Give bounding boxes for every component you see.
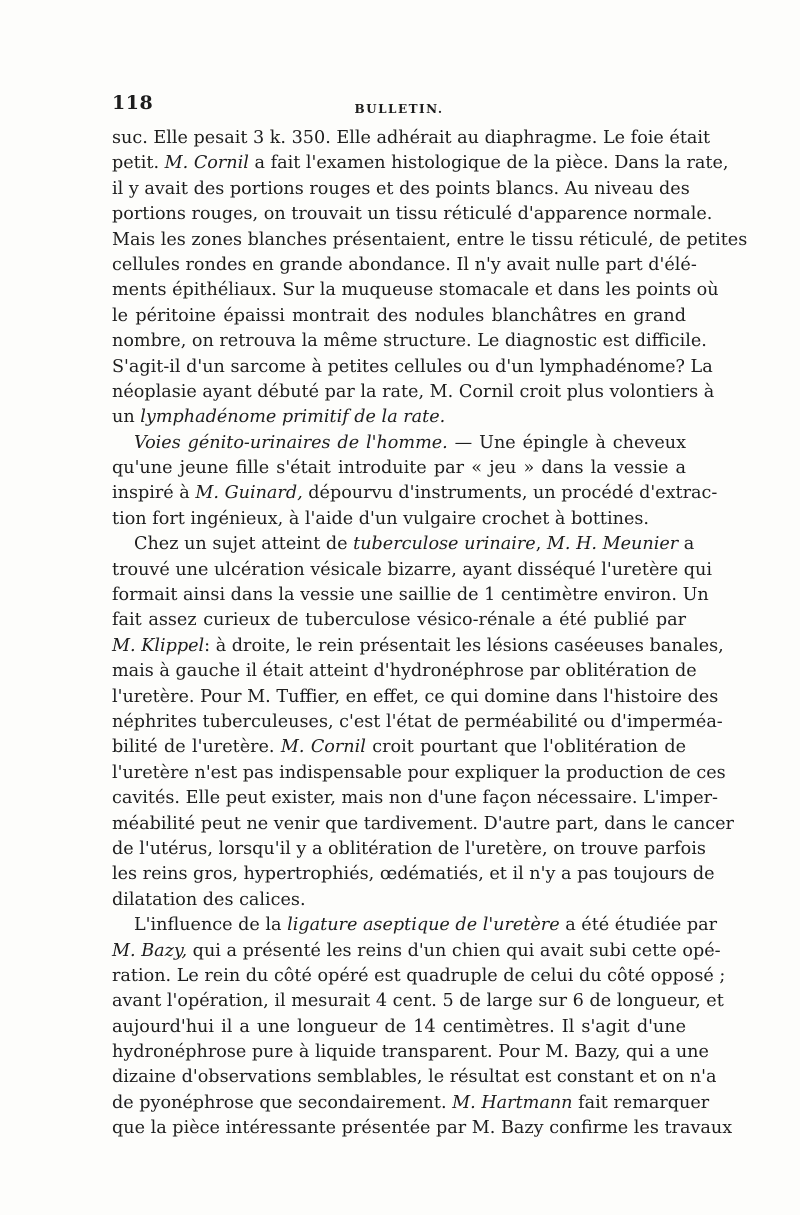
text-line (112, 431, 686, 456)
text-line (112, 735, 686, 760)
text-segment: méabilité peut ne venir que tardivement. D'autre part, dans le cancer (112, 813, 734, 834)
text-segment: qu'une jeune fille s'était introduite par « jeu » dans la vessie a (112, 458, 686, 479)
italic-text: M. Cornil (280, 737, 366, 758)
text-segment: bilité de l'uretère. (112, 737, 281, 758)
italic-text: M. Guinard, (195, 483, 303, 504)
text-line (112, 659, 697, 684)
text-line (112, 862, 715, 887)
text-segment: néoplasie ayant débuté par la rate, M. Cornil croit plus volontiers à (112, 381, 715, 402)
text-segment: qui a présenté les reins d'un chien qui avait subi cette opé- (187, 940, 721, 961)
text-line (112, 151, 729, 176)
text-segment: de l'utérus, lorsqu'il y a oblitération de l'uretère, on trouve parfois (112, 838, 706, 859)
running-head (112, 92, 686, 126)
text-segment: le péritoine épaissi montrait des nodules blanchâtres en grand (112, 305, 686, 326)
body-text (112, 126, 748, 1142)
text-segment: cavités. Elle peut exister, mais non d'une façon nécessaire. L'imper- (112, 788, 718, 809)
text-line (112, 355, 713, 380)
text-line (112, 456, 686, 481)
text-line (112, 812, 734, 837)
text-segment: fait remarquer (572, 1092, 710, 1113)
text-line (112, 380, 715, 405)
italic-text: M. Bazy, (112, 940, 188, 961)
text-line (112, 405, 686, 430)
text-segment: les reins gros, hypertrophiés, œdématiés, et il n'y a pas toujours de (112, 864, 715, 885)
text-line (112, 202, 713, 227)
text-line (112, 913, 718, 938)
italic-text: lymphadénome primitif de la rate. (140, 407, 446, 428)
text-line (112, 786, 718, 811)
text-line (112, 710, 723, 735)
text-segment: fait assez curieux de tuberculose vésico-rénale a été publié par (112, 610, 686, 631)
text-segment: aujourd'hui il a une longueur de 14 centimètres. Il s'agit d'une (112, 1016, 686, 1037)
text-line (112, 583, 709, 608)
text-line (112, 126, 711, 151)
text-segment: petit. (112, 153, 165, 174)
text-line (112, 1015, 686, 1040)
text-segment: de pyonéphrose que secondairement. (112, 1092, 453, 1113)
text-segment: formait ainsi dans la vessie une saillie de 1 centimètre environ. Un (112, 585, 709, 606)
text-segment: a (678, 534, 695, 555)
text-segment: que la pièce intéressante présentée par M. Bazy confirme les travaux (112, 1118, 733, 1139)
text-segment: cellules rondes en grande abondance. Il n'y avait nulle part d'élé- (112, 254, 697, 275)
text-line (112, 253, 697, 278)
text-segment: trouvé une ulcération vésicale bizarre, ayant disséqué l'uretère qui (112, 559, 713, 580)
text-segment: , (535, 534, 547, 555)
page-number: 118 (112, 92, 154, 114)
text-segment: ration. Le rein du côté opéré est quadruple de celui du côté opposé ; (112, 965, 726, 986)
text-segment: dépourvu d'instruments, un procédé d'extrac- (302, 483, 718, 504)
text-line (112, 1065, 717, 1090)
text-line (112, 837, 706, 862)
text-segment: portions rouges, on trouvait un tissu réticulé d'apparence normale. (112, 204, 713, 225)
text-line (112, 685, 719, 710)
text-segment: Mais les zones blanches présentaient, entre le tissu réticulé, de petites (112, 229, 748, 250)
text-line (112, 304, 686, 329)
italic-text: tuberculose urinaire (353, 534, 536, 555)
text-line (112, 558, 713, 583)
text-line (112, 532, 695, 557)
text-segment: néphrites tuberculeuses, c'est l'état de perméabilité ou d'imperméa- (112, 711, 723, 732)
italic-text: M. H. Meunier (546, 534, 679, 555)
text-segment: l'uretère. Pour M. Tuffier, en effet, ce qui domine dans l'histoire des (112, 686, 719, 707)
italic-text: Voies génito-urinaires de l'homme. (134, 432, 448, 453)
text-segment: L'influence de la (134, 915, 288, 936)
text-segment: suc. Elle pesait 3 k. 350. Elle adhérait au diaphragme. Le foie était (112, 128, 711, 148)
text-segment: ments épithéliaux. Sur la muqueuse stomacale et dans les points où (112, 280, 719, 301)
text-segment: un (112, 407, 141, 428)
text-segment: nombre, on retrouva la même structure. Le diagnostic est difficile. (112, 331, 707, 352)
text-segment: il y avait des portions rouges et des points blancs. Au niveau des (112, 178, 690, 199)
text-segment: a été étudiée par (559, 915, 718, 936)
text-line (112, 329, 707, 354)
text-segment: tion fort ingénieux, à l'aide d'un vulgaire crochet à bottines. (112, 508, 649, 529)
text-segment: a fait l'examen histologique de la pièce. Dans la rate, (248, 153, 729, 174)
italic-text: ligature aseptique de l'uretère (287, 915, 560, 936)
text-line (112, 608, 686, 633)
text-line (112, 964, 726, 989)
text-line (112, 1091, 710, 1116)
text-line (112, 634, 724, 659)
text-line (112, 1116, 733, 1141)
text-segment: : à droite, le rein présentait les lésions caséeuses banales, (204, 635, 724, 656)
text-line (112, 278, 719, 303)
text-line (112, 177, 690, 202)
text-segment: S'agit-il d'un sarcome à petites cellules ou d'un lymphadénome? La (112, 356, 713, 377)
document-page (112, 92, 748, 1142)
text-segment: dizaine d'observations semblables, le résultat est constant et on n'a (112, 1067, 717, 1088)
text-line (112, 228, 748, 253)
text-segment: mais à gauche il était atteint d'hydronéphrose par oblitération de (112, 661, 697, 682)
text-line (112, 989, 724, 1014)
text-line (112, 481, 718, 506)
journal-title: BULLETIN. (354, 102, 444, 116)
italic-text: M. Hartmann (452, 1092, 573, 1113)
text-segment: l'uretère n'est pas indispensable pour expliquer la production de ces (112, 762, 726, 783)
text-segment: croit pourtant que l'oblitération de (365, 737, 687, 758)
text-segment: avant l'opération, il mesurait 4 cent. 5 de large sur 6 de longueur, et (112, 991, 724, 1012)
text-line (112, 888, 686, 913)
text-segment: hydronéphrose pure à liquide transparent. Pour M. Bazy, qui a une (112, 1042, 709, 1063)
italic-text: M. Klippel (112, 635, 205, 656)
text-line (112, 939, 721, 964)
text-segment: — Une épingle à cheveux (447, 432, 686, 453)
text-line (112, 761, 726, 786)
text-segment: Chez un sujet atteint de (134, 534, 354, 555)
italic-text: M. Cornil (164, 153, 249, 174)
text-segment: inspiré à (112, 483, 196, 504)
text-segment: dilatation des calices. (112, 889, 306, 910)
text-line (112, 1040, 709, 1065)
text-line (112, 507, 686, 532)
